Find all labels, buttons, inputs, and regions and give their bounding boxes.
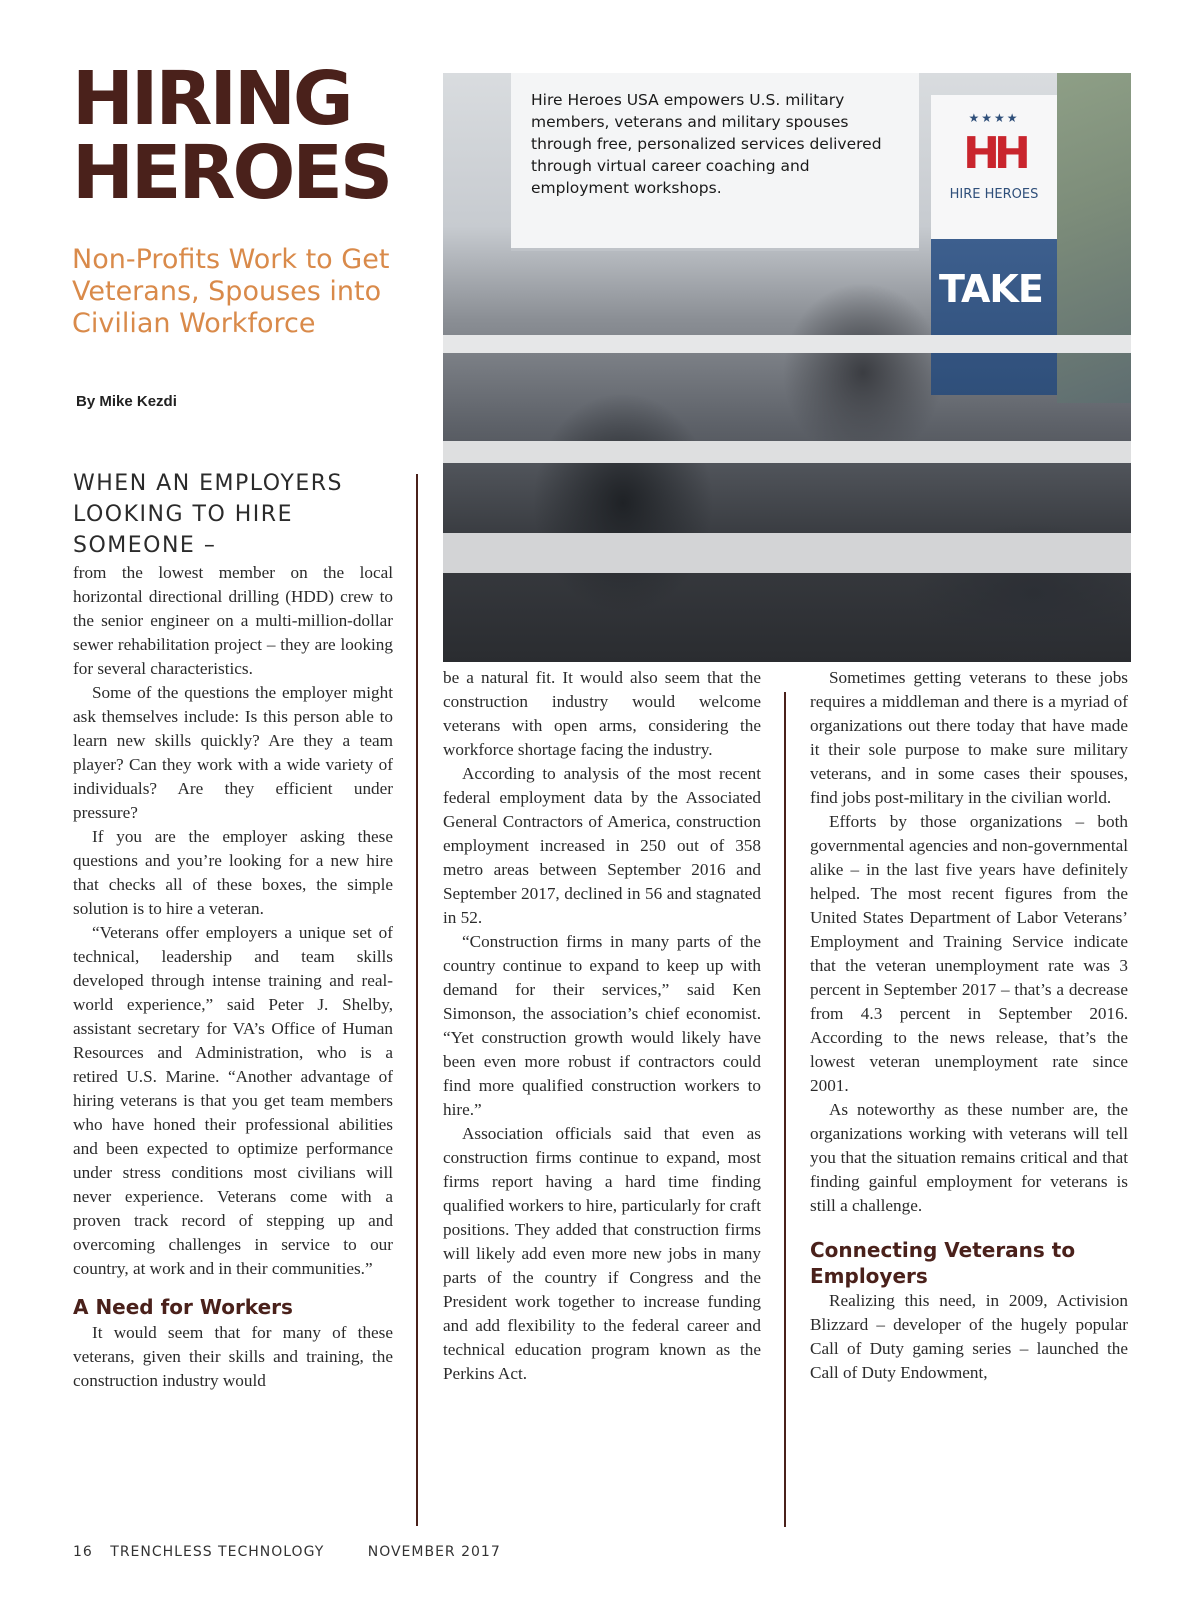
paragraph: Some of the questions the employer might ask themselves include: Is this person able to learn new skills quickly? Are they a team player? Can they work with a wide variety of individuals? Are they efficient under pressure? [73,683,393,822]
paragraph: It would seem that for many of these veterans, given their skills and training, the construction industry would [73,1323,393,1390]
column-1 [73,468,393,1393]
page-number: 16 [73,1544,93,1560]
issue-date: NOVEMBER 2017 [367,1544,501,1560]
paragraph: “Veterans offer employers a unique set of technical, leadership and team skills developed through intense training and real-world experience,” said Peter J. Shelby, assistant secretary for VA’s Office of Human Resources and Administration, who is a retired U.S. Marine. “Another advantage of hiring veterans is that you get team members who have honed their professional abilities and been expected to optimize performance under stress conditions most civilians will never experience. Veterans come with a proven track record of stepping up and overcoming challenges in service to our country, at work and in their communities.” [73,923,393,1278]
front-table [443,335,1131,353]
magazine-name: TRENCHLESS TECHNOLOGY [110,1544,325,1560]
headline-line-2: HEROES [72,130,391,216]
paragraph: Association officials said that even as construction firms continue to expand, most firms report having a hard time finding qualified workers to hire, particularly for craft positions. They added that construction firms will likely add even more new jobs in many parts of the country if Congress and the President work together to increase funding and add flexibility to the federal career and technical education program known as the Perkins Act. [443,1124,761,1383]
subheadline: Non-Profits Work to Get Veterans, Spouses into Civilian Workforce [72,244,390,339]
hire-heroes-logo: HH [963,128,1025,179]
paragraph: As noteworthy as these number are, the organizations working with veterans will tell you that the situation remains critical and that finding gainful employment for veterans is still a challenge. [810,1100,1128,1215]
column-divider [416,474,418,1526]
paragraph: “Construction firms in many parts of the country continue to expand to keep up with demand for their services,” said Ken Simonson, the association’s chief economist. “Yet construction growth would likely have been even more robust if contractors could find more qualified construction workers to hire.” [443,932,761,1119]
column-2 [443,666,761,1386]
banner-slogan: TAKE [939,267,1043,311]
column-3 [810,666,1128,1385]
photo-caption: Hire Heroes USA empowers U.S. military members, veterans and military spouses through free, personalized services delivered through virtual career coaching and employment workshops. [531,91,882,197]
byline: By Mike Kezdi [76,393,177,410]
paragraph: be a natural fit. It would also seem that the construction industry would welcome veterans with open arms, considering the workforce shortage facing the industry. [443,668,761,759]
headline [72,56,432,216]
paragraph: Efforts by those organizations – both governmental agencies and non-governmental alike – in the last five years have definitely helped. The most recent figures from the United States Department of Labor Veterans’ Employment and Training Service indicate that the veteran unemployment rate was 3 percent in September 2017 – that’s a decrease from 4.3 percent in September 2016. According to the news release, that’s the lowest veteran unemployment rate since 2001. [810,812,1128,1095]
rear-table [443,533,1131,573]
paragraph: from the lowest member on the local horizontal directional drilling (HDD) crew to the senior engineer on a multi-million-dollar sewer rehabilitation project – they are looking for several characteristics. [73,563,393,678]
feature-photo [443,73,1131,662]
paragraph: According to analysis of the most recent federal employment data by the Associated General Contractors of America, construction employment increased in 250 out of 358 metro areas between September 2016 and September 2017, declined in 56 and stagnated in 52. [443,764,761,927]
banner-name: HIRE HEROES [949,187,1039,202]
headline-line-1: HIRING [72,56,351,142]
banner-stars: ★★★★ [968,111,1020,125]
column-divider [784,692,786,1527]
wall-map [1057,73,1131,403]
page-footer [73,1544,501,1560]
lead-in: WHEN AN EMPLOYERS LOOKING TO HIRE SOMEONE – [73,471,343,558]
paragraph: If you are the employer asking these questions and you’re looking for a new hire that checks all of these boxes, the simple solution is to hire a veteran. [73,827,393,918]
paragraph: Sometimes getting veterans to these jobs requires a middleman and there is a myriad of organizations out there today that have made it their sole purpose to make sure military veterans, and in some cases their spouses, find jobs post-military in the civilian world. [810,668,1128,807]
section-heading: Connecting Veterans to Employers [810,1238,1076,1288]
paragraph: Realizing this need, in 2009, Activision Blizzard – developer of the hugely popular Call of Duty gaming series – launched the Call of Duty Endowment, [810,1291,1128,1382]
middle-table [443,441,1131,463]
section-heading: A Need for Workers [73,1295,293,1319]
